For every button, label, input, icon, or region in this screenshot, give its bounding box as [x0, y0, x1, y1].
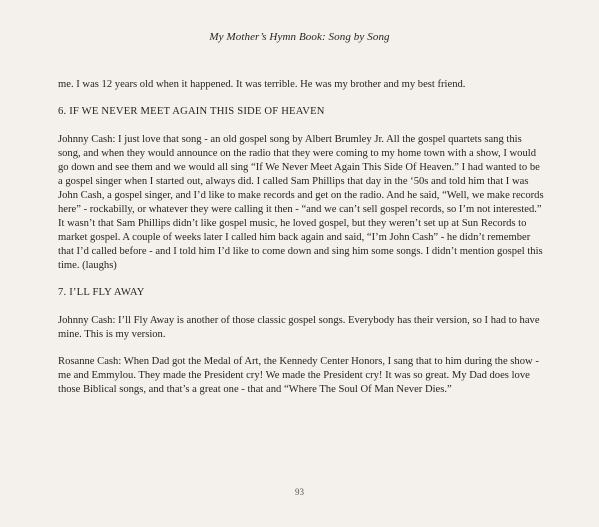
intro-paragraph: me. I was 12 years old when it happened. It was terrible. He was my brother and my best friend.: [58, 79, 466, 90]
track-7-rosanne-paragraph: Rosanne Cash: When Dad got the Medal of Art, the Kennedy Center Honors, I sang that to him during the show - me and Emmylou. They made the President cry! We made the President cry! It was so great. My Dad does love those Biblical songs, and that’s a great one - that and “Where The Soul Of Man Never Dies.”: [58, 356, 539, 395]
track-6-heading: 6. IF WE NEVER MEET AGAIN THIS SIDE OF HEAVEN: [58, 106, 325, 117]
track-6-johnny-paragraph: Johnny Cash: I just love that song - an old gospel song by Albert Brumley Jr. All the gospel quartets sang this song, and when they would announce on the radio that they were coming to my home town with a show, I would go down and see them and we would all sing “If We Never Meet Again This Side Of Heaven.” I had wanted to be a gospel singer when I started out, always did. I called Sam Phillips that day in the ‘50s and told him that I was John Cash, a gospel singer, and I’d like to make records and get on the radio. And he said, “Well, we make records here” - rockabilly, or whatever they were calling it then - “and we can’t sell gospel records, so I’m not interested.” It wasn’t that Sam Phillips didn’t like gospel music, he loved gospel, but they weren’t set up at Sun Records to market gospel. A couple of weeks later I called him back again and said, “I’m John Cash” - he didn’t remember that I’d called before - and I told him I’d like to come down and sing him some songs. I didn’t mention gospel this time. (laughs): [58, 134, 544, 271]
running-header: My Mother’s Hymn Book: Song by Song: [209, 31, 390, 43]
page-number: 93: [295, 487, 304, 497]
page-body: [58, 78, 545, 410]
track-7-johnny-paragraph: Johnny Cash: I’ll Fly Away is another of those classic gospel songs. Everybody has their version, so I had to have mine. This is my version.: [58, 315, 540, 340]
track-7-heading: 7. I’LL FLY AWAY: [58, 287, 145, 298]
